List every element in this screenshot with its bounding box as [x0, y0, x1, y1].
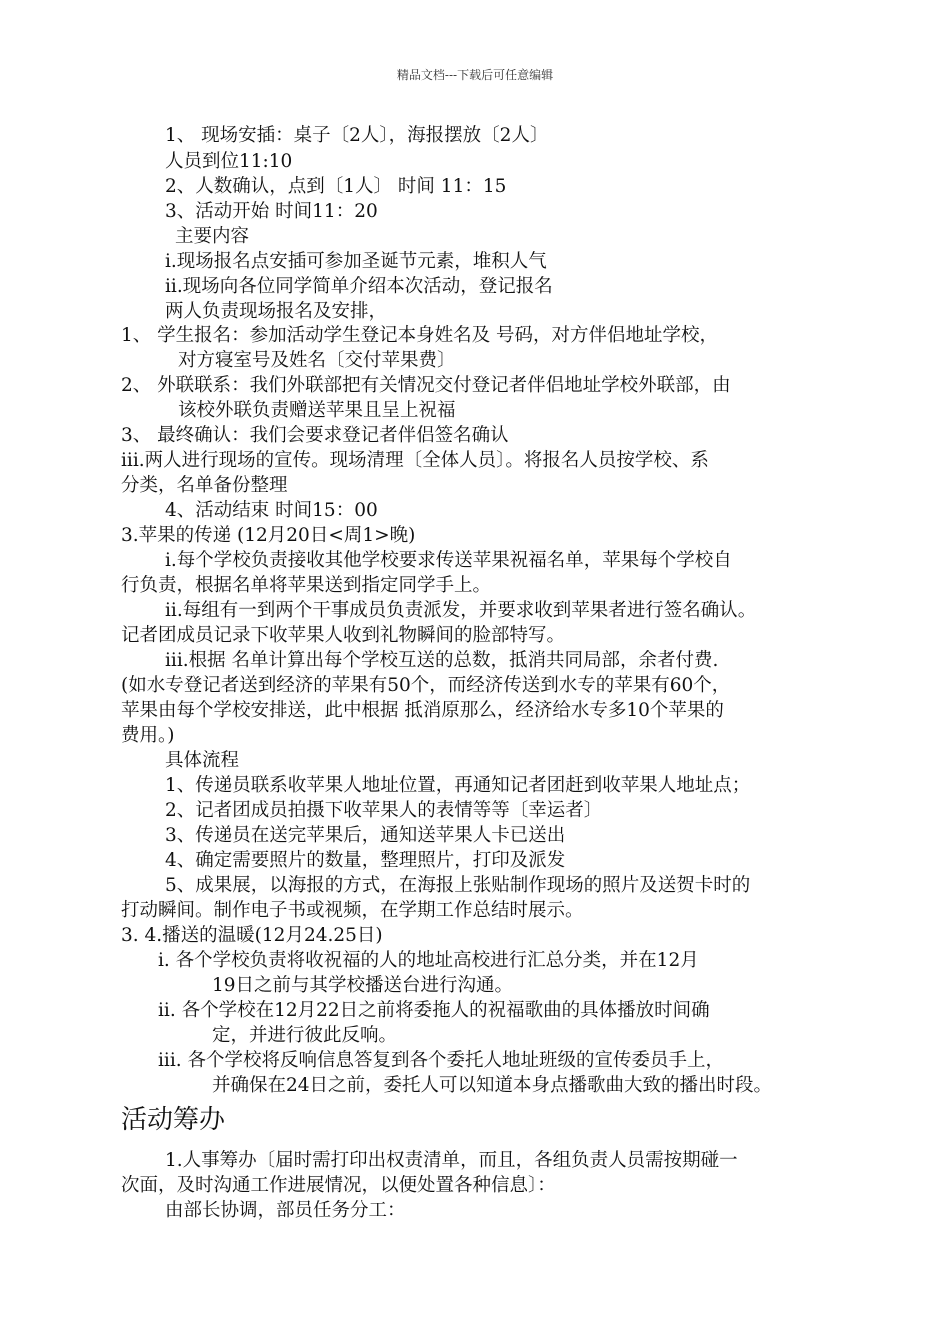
text-line: 并确保在24日之前，委托人可以知道本身点播歌曲大致的播出时段。 [212, 1075, 773, 1096]
text-line: 1.人事筹办〔届时需打印出权责清单，而且，各组负责人员需按期碰一 [165, 1150, 738, 1171]
text-line: 19日之前与其学校播送台进行沟通。 [212, 975, 514, 996]
text-line: 2、记者团成员拍摄下收苹果人的表情等等〔幸运者〕 [165, 800, 603, 821]
text-line: 费用。) [121, 725, 175, 746]
text-line: 2、人数确认，点到〔1人〕 时间 11：15 [165, 176, 507, 197]
text-line: ii.每组有一到两个干事成员负责派发，并要求收到苹果者进行签名确认。 [165, 600, 757, 621]
text-line: 3、活动开始 时间11：20 [165, 201, 378, 222]
text-line: ii.现场向各位同学简单介绍本次活动，登记报名 [165, 276, 553, 297]
text-line: 记者团成员记录下收苹果人收到礼物瞬间的脸部特写。 [121, 625, 566, 646]
text-line: 苹果由每个学校安排送，此中根据 抵消原那么，经济给水专多10个苹果的 [121, 700, 724, 721]
text-line: iii.两人进行现场的宣传。现场清理〔全体人员〕。将报名人员按学校、系 [121, 450, 709, 471]
text-line: 1、 现场安插：桌子〔2人〕，海报摆放〔2人〕 [165, 125, 549, 146]
text-line: 2、 外联联系：我们外联部把有关情况交付登记者伴侣地址学校外联部，由 [121, 375, 731, 396]
section-title: 活动筹办 [121, 1105, 226, 1135]
text-line: 3.苹果的传递 (12月20日<周1>晚) [121, 525, 416, 546]
text-line: 1、 学生报名：参加活动学生登记本身姓名及 号码，对方伴侣地址学校， [121, 325, 719, 346]
text-line: i.每个学校负责接收其他学校要求传送苹果祝福名单，苹果每个学校自 [165, 550, 732, 571]
text-line: 4、活动结束 时间15：00 [165, 500, 378, 521]
text-line: 两人负责现场报名及安排， [165, 301, 388, 322]
text-line: (如水专登记者送到经济的苹果有50个，而经济传送到水专的苹果有60个， [121, 675, 731, 696]
text-line: 主要内容 [175, 226, 250, 247]
text-line: 具体流程 [165, 750, 240, 771]
text-line: 由部长协调，部员任务分工： [165, 1200, 406, 1221]
text-line: 3、 最终确认：我们会要求登记者伴侣签名确认 [121, 425, 509, 446]
text-line: i. 各个学校负责将收祝福的人的地址高校进行汇总分类，并在12月 [158, 950, 699, 971]
page-header: 精品文档---下载后可任意编辑 [396, 68, 554, 82]
text-line: i.现场报名点安插可参加圣诞节元素，堆积人气 [165, 251, 547, 272]
text-line: 定，并进行彼此反响。 [212, 1025, 398, 1046]
text-line: 人员到位11:10 [165, 151, 293, 172]
text-line: 4、确定需要照片的数量，整理照片，打印及派发 [165, 850, 566, 871]
text-line: iii. 各个学校将反响信息答复到各个委托人地址班级的宣传委员手上， [158, 1050, 725, 1071]
text-line: 该校外联负责赠送苹果且呈上祝福 [178, 400, 456, 421]
text-line: 3. 4.播送的温暖(12月24.25日) [121, 925, 383, 946]
text-line: 5、成果展，以海报的方式，在海报上张贴制作现场的照片及送贺卡时的 [165, 875, 751, 896]
text-line: 行负责，根据名单将苹果送到指定同学手上。 [121, 575, 492, 596]
text-line: iii.根据 名单计算出每个学校互送的总数，抵消共同局部，余者付费. [165, 650, 719, 671]
text-line: 1、传递员联系收苹果人地址位置，再通知记者团赶到收苹果人地址点； [165, 775, 751, 796]
text-line: 打动瞬间。制作电子书或视频，在学期工作总结时展示。 [121, 900, 584, 921]
text-line: 3、传递员在送完苹果后，通知送苹果人卡已送出 [165, 825, 566, 846]
text-line: 分类，名单备份整理 [121, 475, 288, 496]
text-line: 对方寝室号及姓名〔交付苹果费〕 [178, 350, 456, 371]
text-line: 次面，及时沟通工作进展情况，以便处置各种信息〕： [121, 1175, 556, 1196]
text-line: ii. 各个学校在12月22日之前将委拖人的祝福歌曲的具体播放时间确 [158, 1000, 710, 1021]
